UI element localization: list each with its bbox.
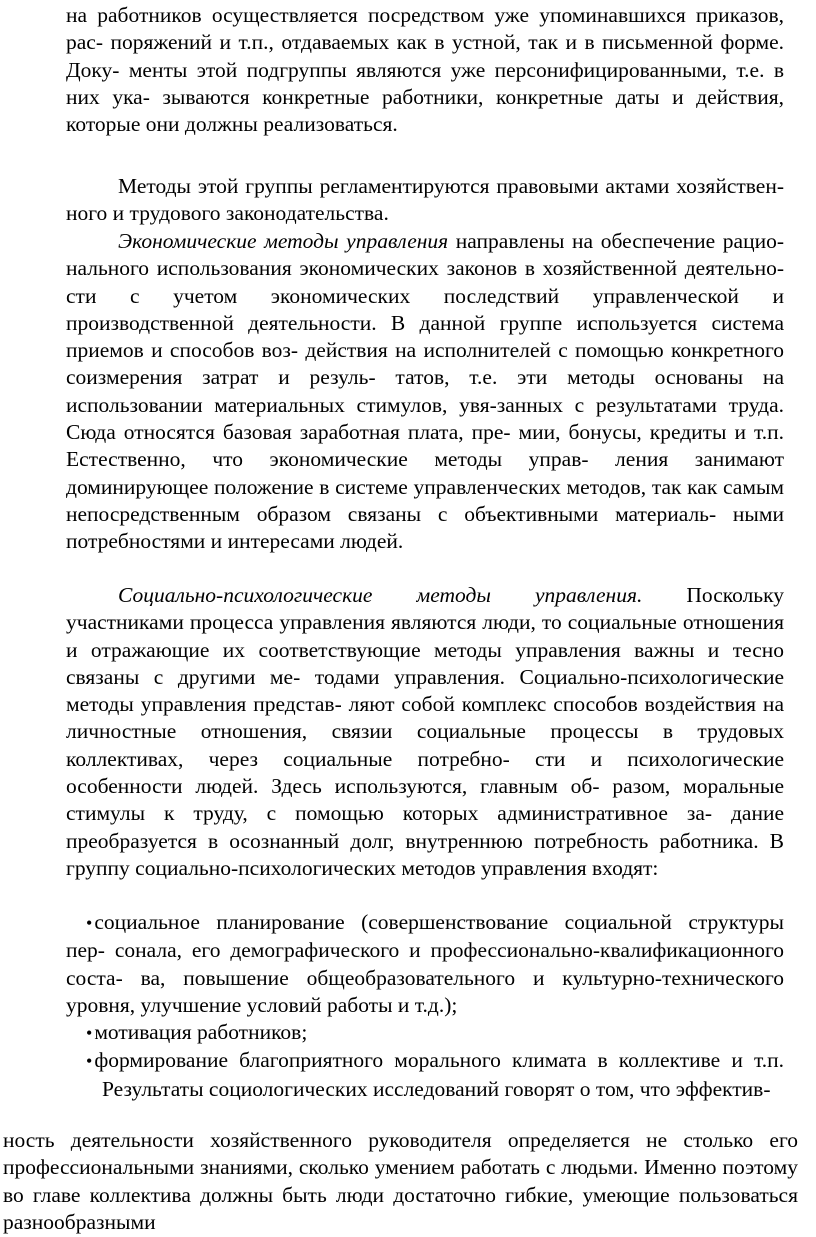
list-item-text: социальное планирование (совершенствование социальной структуры пер- сонала, его демографического и профессионально-квалификационного соста- ва, повышение общеобразовательного и культурно-технического уровня, улучшение условий работы и т.д.); [66,910,784,1017]
social-psychological-methods-text: Поскольку участниками процесса управления являются люди, то социальные отношения и отражающие их соответствующие методы управления важны и тесно связаны с другими ме- тодами управления. Социально-психологические методы управления представ- ляют собой комплекс способов воздействия на личностные отношения, связии социальные процессы в трудовых коллективах, через социальные потребно- сти и психологические особенности людей. Здесь используются, главным об- разом, моральные стимулы к труду, с помощью которых административное за- дание преобразуется в осознанный долг, внутреннюю потребность работника. В группу социально-психологических методов управления входят: [66,583,784,880]
paragraph-economic-methods [66,228,784,556]
paragraph-orders [66,2,784,138]
paragraph-orders-text: на работников осуществляется посредством уже упоминавшихся приказов, рас- поряжений и т.п., отдаваемых как в устной, так и в письменной форме. Доку- менты этой подгруппы являются уже персонифицированными, т.е. в них ука- зываются конкретные работники, конкретные даты и действия, которые они должны реализоваться. [66,3,784,137]
paragraph-effectiveness-text: ность деятельности хозяйственного руководителя определяется не столько его профессиональными знаниями, сколько умением работать с людьми. Именно поэтому во главе коллектива должны быть люди достаточно гибкие, умеющие пользоваться разнообразными [3,1128,798,1234]
social-psychological-methods-term: Социально-психологические методы управления. [118,583,643,607]
paragraph-social-psychological-methods [66,582,784,882]
bullet-dot-icon: • [86,1023,93,1044]
list-item-text: формирование благоприятного морального климата в коллективе и т.п. Результаты социологических исследований говорят о том, что эффектив- [94,1048,784,1101]
paragraph-legal-acts-text: Методы этой группы регламентируются правовыми актами хозяйствен-ного и трудового законодательства. [66,174,784,226]
economic-methods-text: направлены на обеспечение рацио- нального использования экономических законов в хозяйственной деятельно- сти с учетом экономических последствий управленческой и производственной деятельности. В данной группе используется система приемов и способов воз- действия на исполнителей с помощью конкретного соизмерения затрат и резуль- татов, т.е. эти методы основаны на использовании материальных стимулов, увя-занных с результатами труда. Сюда относятся базовая заработная плата, пре- мии, бонусы, кредиты и т.п. Естественно, что экономические методы управ- ления занимают доминирующее положение в системе управленческих методов, так как самым непосредственным образом связаны с объективными материаль- ными потребностями и интересами людей. [66,229,784,554]
methods-bullet-list [66,909,784,1103]
paragraph-legal-acts [66,173,784,228]
bullet-dot-icon: • [86,1051,93,1072]
economic-methods-term: Экономические методы управления [118,229,449,253]
list-item-text: мотивация работников; [94,1020,308,1045]
list-item [66,1047,784,1103]
bullet-dot-icon: • [86,913,93,933]
list-item [66,909,784,1019]
list-item [66,1019,784,1047]
paragraph-effectiveness-continuation [3,1127,798,1236]
